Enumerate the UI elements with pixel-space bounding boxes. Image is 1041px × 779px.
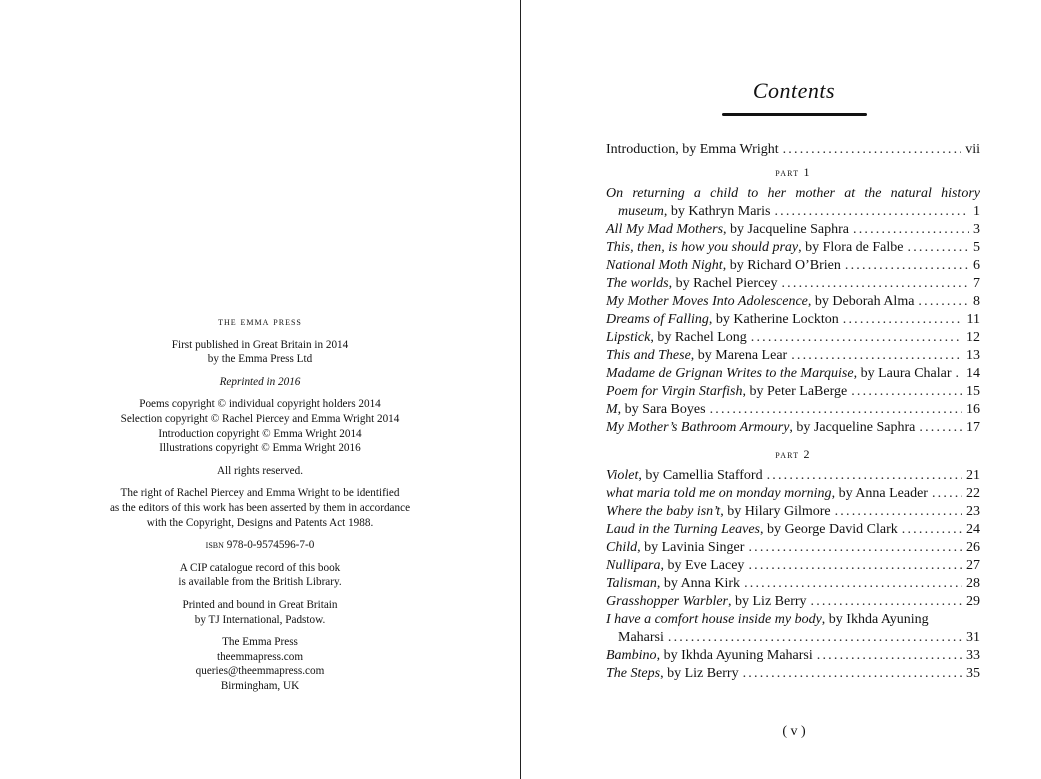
toc-page-number: 17 (966, 420, 980, 435)
leader-dots (835, 503, 962, 521)
toc-entry-title: Nullipara (606, 558, 661, 573)
toc-entry-author: , by Hilary Gilmore (720, 504, 831, 519)
toc-entry[interactable] (606, 257, 980, 275)
toc-entry[interactable] (606, 419, 980, 437)
isbn: isbn 978-0-9574596-7-0 (205, 539, 315, 552)
leader-dots (791, 347, 962, 365)
toc-entry-title: museum (618, 204, 664, 219)
toc-entry-title: This and These (606, 348, 691, 363)
part-heading: part 1 (775, 165, 811, 179)
toc-entry-title: Violet (606, 468, 639, 483)
imprint-page (0, 0, 520, 779)
cip-line: A CIP catalogue record of this book (179, 561, 341, 574)
toc-entry[interactable] (606, 365, 980, 383)
toc-entry-author: Maharsi (618, 630, 664, 645)
toc-entry[interactable] (606, 503, 980, 521)
leader-dots (767, 467, 962, 485)
contents-page (521, 0, 1041, 779)
toc-page-number: 16 (966, 402, 980, 417)
toc-entry-author: , by Ikhda Ayuning (821, 612, 929, 627)
toc-page-number: 1 (973, 204, 980, 219)
printer-line: by TJ International, Padstow. (194, 613, 326, 626)
address-line: queries@theemmapress.com (195, 665, 325, 678)
toc-entry-author: , by Richard O’Brien (722, 258, 841, 273)
press-name: the emma press (218, 316, 302, 328)
toc-page-number: 33 (966, 648, 980, 663)
toc-entry-title: Child (606, 540, 638, 555)
toc-page-number: 15 (966, 384, 980, 399)
printer-line: Printed and bound in Great Britain (182, 598, 338, 611)
toc-entry[interactable] (606, 557, 980, 575)
toc-entry-author: , by Lavinia Singer (637, 540, 745, 555)
toc-page-number: 24 (966, 522, 980, 537)
toc-page-number: 11 (966, 312, 980, 327)
toc-entry[interactable] (606, 311, 980, 329)
toc-entry[interactable] (606, 575, 980, 593)
leader-dots (902, 521, 962, 539)
leader-dots (774, 203, 969, 221)
toc-entry-title: Talisman (606, 576, 657, 591)
leader-dots (781, 275, 969, 293)
leader-dots (710, 401, 962, 419)
toc-entry[interactable] (606, 521, 980, 539)
toc-entry-title: Poem for Virgin Starfish (606, 384, 743, 399)
toc-entry[interactable] (606, 593, 980, 611)
toc-page-number: 6 (973, 258, 980, 273)
toc-entry-title: Madame de Grignan Writes to the Marquise (606, 366, 854, 381)
toc-entry-author: , by Ikhda Ayuning Maharsi (656, 648, 813, 663)
toc-page-number: 23 (966, 504, 980, 519)
leader-dots (853, 221, 969, 239)
toc-entry-author: , by Deborah Alma (807, 294, 915, 309)
toc-entry-author: , by Kathryn Maris (663, 204, 771, 219)
toc-page-number: 7 (973, 276, 980, 291)
toc-entry-author: , by Flora de Falbe (798, 240, 904, 255)
toc-entry-title: I have a comfort house inside my body (606, 612, 822, 627)
toc-entry[interactable] (606, 485, 980, 503)
toc-entry[interactable] (606, 185, 980, 221)
first-published (60, 338, 460, 367)
leader-dots (668, 629, 962, 647)
toc-entry-title: Lipstick (606, 330, 651, 345)
toc-entry[interactable] (606, 329, 980, 347)
toc-page-number: 8 (973, 294, 980, 309)
toc-entry-author: , by Peter LaBerge (742, 384, 848, 399)
toc-entry-title: M (606, 402, 618, 417)
leader-dots (744, 575, 962, 593)
toc-entry-title: All My Mad Mothers (606, 222, 724, 237)
toc-entry-title: The Steps (606, 666, 661, 681)
toc-entry-author: , by Katherine Lockton (708, 312, 839, 327)
reprinted-note: Reprinted in 2016 (219, 375, 301, 388)
toc-entry-author: , by Jacqueline Saphra (789, 420, 916, 435)
toc-entry[interactable] (606, 665, 980, 683)
leader-dots (811, 593, 962, 611)
leader-dots (919, 419, 962, 437)
copyright-line: Selection copyright © Rachel Piercey and Emma Wright 2014 (120, 412, 400, 425)
toc-entry-title: My Mother’s Bathroom Armoury (606, 420, 790, 435)
leader-dots (748, 557, 962, 575)
toc-entry-author: , by Liz Berry (660, 666, 739, 681)
toc-entry-title: Where the baby isn’t (606, 504, 721, 519)
toc-entry-author: , by Anna Leader (831, 486, 928, 501)
toc-entry-title: Dreams of Falling (606, 312, 709, 327)
toc-entry-author: , by Liz Berry (728, 594, 807, 609)
toc-page-number: 3 (973, 222, 980, 237)
toc-page-number: 31 (966, 630, 980, 645)
toc-page-number: 35 (966, 666, 980, 681)
toc-entry[interactable] (606, 347, 980, 365)
toc-page-number: 12 (966, 330, 980, 345)
toc-entry-title: National Moth Night (606, 258, 723, 273)
toc-entry[interactable] (606, 221, 980, 239)
part-heading: part 2 (775, 447, 811, 461)
first-published-line: First published in Great Britain in 2014 (171, 338, 349, 351)
toc-page-number: 14 (966, 366, 980, 381)
cip-line: is available from the British Library. (178, 576, 342, 589)
toc-entry[interactable] (606, 383, 980, 401)
toc-page-number: 22 (966, 486, 980, 501)
toc-page-number: 21 (966, 468, 980, 483)
leader-dots (851, 383, 962, 401)
toc-entry-text: Introduction, by Emma Wright (606, 142, 779, 157)
toc-page-number: vii (965, 142, 980, 157)
printer-info (60, 598, 460, 627)
moral-rights-line: The right of Rachel Piercey and Emma Wright to be identified (120, 487, 400, 500)
toc-entry-title: This, then, is how you should pray (606, 240, 799, 255)
table-of-contents (606, 141, 980, 683)
toc-entry[interactable] (606, 467, 980, 485)
toc-entry[interactable] (606, 401, 980, 419)
leader-dots (743, 665, 962, 683)
copyright-line: Illustrations copyright © Emma Wright 2016 (159, 442, 361, 455)
toc-entry-author: , by Marena Lear (690, 348, 788, 363)
toc-entry-author: , by Jacqueline Saphra (723, 222, 849, 237)
toc-entry[interactable] (606, 647, 980, 665)
page-title: Contents (752, 78, 836, 103)
imprint-block (60, 315, 460, 701)
leader-dots (783, 141, 962, 159)
moral-rights-line: as the editors of this work has been asserted by them in accordance (109, 501, 411, 514)
toc-entry-author: , by George David Clark (760, 522, 898, 537)
rights-reserved: All rights reserved. (216, 464, 304, 477)
leader-dots (843, 311, 963, 329)
toc-entry-title: On returning a child to her mother at the natural history (606, 186, 980, 201)
toc-entry[interactable] (606, 275, 980, 293)
toc-page-number: 27 (966, 558, 980, 573)
leader-dots (751, 329, 962, 347)
toc-page-number: 13 (966, 348, 980, 363)
leader-dots (748, 539, 962, 557)
moral-rights-line: with the Copyright, Designs and Patents Act 1988. (146, 516, 374, 529)
toc-entry-title: Grasshopper Warbler (606, 594, 728, 609)
toc-entry-title: My Mother Moves Into Adolescence (606, 294, 808, 309)
toc-entry-author: , by Sara Boyes (617, 402, 706, 417)
part2-entries (606, 467, 980, 611)
address-line: The Emma Press (222, 636, 298, 649)
leader-dots (845, 257, 969, 275)
toc-entry[interactable] (606, 611, 980, 647)
toc-entry-author: , by Camellia Stafford (638, 468, 763, 483)
leader-dots (932, 485, 962, 503)
copyright-block (60, 397, 460, 455)
toc-page-number: 5 (973, 240, 980, 255)
toc-page-number: 28 (966, 576, 980, 591)
toc-entry-introduction[interactable] (606, 141, 980, 159)
page-number: ( v ) (782, 724, 806, 739)
leader-dots (908, 239, 970, 257)
cip-record (60, 561, 460, 590)
moral-rights (60, 486, 460, 530)
leader-dots (918, 293, 969, 311)
first-published-line: by the Emma Press Ltd (207, 353, 313, 366)
leader-dots (817, 647, 962, 665)
part1-entries (606, 221, 980, 437)
toc-page-number: 29 (966, 594, 980, 609)
toc-entry-title: Laud in the Turning Leaves (606, 522, 761, 537)
leader-dots (956, 365, 962, 383)
publisher-address (60, 635, 460, 693)
toc-entry-title: what maria told me on monday morning (606, 486, 832, 501)
toc-entry-author: , by Anna Kirk (656, 576, 741, 591)
toc-entry[interactable] (606, 293, 980, 311)
address-line: Birmingham, UK (220, 679, 300, 692)
toc-entry-author: , by Eve Lacey (660, 558, 745, 573)
copyright-line: Poems copyright © individual copyright holders 2014 (139, 398, 381, 411)
copyright-line: Introduction copyright © Emma Wright 2014 (158, 427, 362, 440)
toc-entry[interactable] (606, 539, 980, 557)
part2-entries (606, 647, 980, 683)
toc-entry-title: Bambino (606, 648, 657, 663)
toc-page-number: 26 (966, 540, 980, 555)
title-underline (722, 113, 867, 116)
toc-entry-author: , by Rachel Piercey (668, 276, 778, 291)
toc-entry-author: , by Laura Chalar (853, 366, 952, 381)
toc-entry-title: The worlds (606, 276, 669, 291)
toc-entry[interactable] (606, 239, 980, 257)
address-line: theemmapress.com (216, 650, 304, 663)
toc-entry-author: , by Rachel Long (650, 330, 747, 345)
